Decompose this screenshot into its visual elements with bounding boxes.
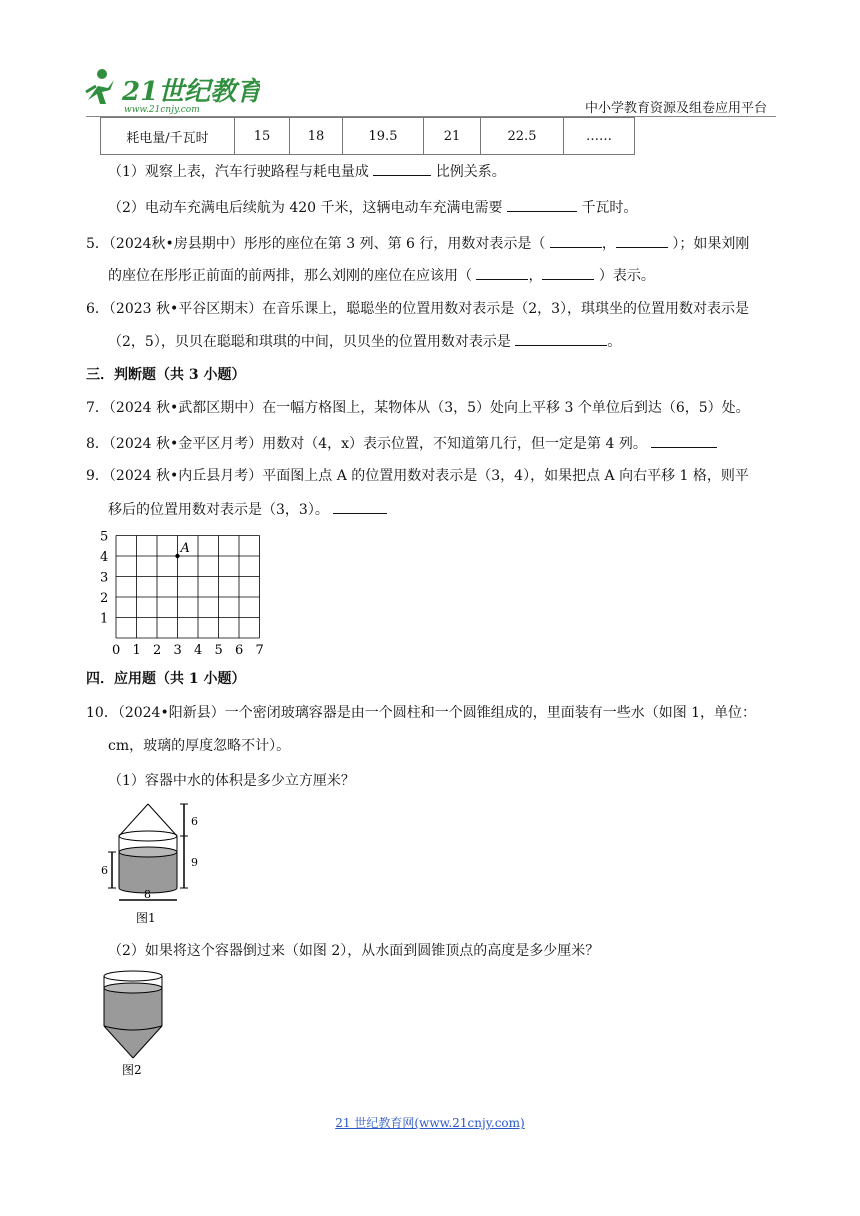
point-a bbox=[175, 554, 179, 558]
x-tick-label: 7 bbox=[255, 643, 264, 658]
x-tick-label: 2 bbox=[153, 643, 162, 658]
q6-line1: 6．（2023 秋•平谷区期末）在音乐课上，聪聪坐的位置用数对表示是（2，3），琪琪坐的位置用数对表示是 bbox=[86, 301, 750, 317]
q9-line1: 9．（2024 秋•内丘县月考）平面图上点 A 的位置用数对表示是（3，4），如果把点 A 向右平移 1 格，则平 bbox=[86, 468, 749, 484]
figure-1 bbox=[98, 800, 218, 930]
answer-blank[interactable] bbox=[507, 197, 577, 212]
q5-line2: 的座位在彤彤正前面的前两排，那么刘刚的座位在应该用（ ， ）表示。 bbox=[108, 265, 655, 286]
x-tick-label: 5 bbox=[214, 643, 223, 658]
q4-part1: （1）观察上表，汽车行驶路程与耗电量成 比例关系。 bbox=[108, 161, 506, 182]
answer-blank[interactable] bbox=[515, 331, 607, 346]
figure-2 bbox=[98, 966, 198, 1086]
footer-link[interactable]: 21 世纪教育网(www.21cnjy.com) bbox=[335, 1116, 525, 1130]
table-cell: …… bbox=[564, 118, 635, 155]
table-cell: 19.5 bbox=[343, 118, 424, 155]
section-3-title: 三．判断题（共 3 小题） bbox=[86, 367, 246, 383]
table-cell: 耗电量/千瓦时 bbox=[101, 118, 235, 155]
table-row bbox=[101, 118, 635, 155]
y-tick-label: 1 bbox=[100, 611, 109, 627]
coordinate-grid bbox=[98, 530, 268, 660]
q7: 7．（2024 秋•武都区期中）在一幅方格图上，某物体从（3，5）处向上平移 3 个单位后到达（6，5）处。 bbox=[86, 400, 750, 416]
cylinder-height-label: 9 bbox=[191, 856, 198, 869]
x-tick-label: 1 bbox=[132, 643, 141, 658]
answer-blank[interactable] bbox=[550, 233, 602, 248]
figure-1-caption: 图1 bbox=[136, 911, 156, 925]
q10-line1: 10．（2024•阳新县）一个密闭玻璃容器是由一个圆柱和一个圆锥组成的，里面装有一些水（如图 1，单位： bbox=[86, 705, 757, 721]
answer-blank[interactable] bbox=[542, 265, 594, 280]
q5-line1: 5．（2024秋•房县期中）彤彤的座位在第 3 列、第 6 行，用数对表示是（ ， ）；如果刘刚 bbox=[86, 233, 749, 254]
q8: 8．（2024 秋•金平区月考）用数对（4，x）表示位置，不知道第几行，但一定是第 4 列。 bbox=[86, 433, 717, 454]
table-cell: 18 bbox=[290, 118, 343, 155]
y-tick-label: 5 bbox=[100, 530, 109, 545]
power-table bbox=[100, 117, 635, 155]
q10-part2: （2）如果将这个容器倒过来（如图 2），从水面到圆锥顶点的高度是多少厘米？ bbox=[108, 943, 600, 959]
answer-blank[interactable] bbox=[616, 233, 668, 248]
figure-2-caption: 图2 bbox=[122, 1063, 142, 1077]
water-height-label: 6 bbox=[101, 864, 108, 877]
table-cell: 21 bbox=[424, 118, 481, 155]
x-tick-label: 3 bbox=[173, 643, 182, 658]
answer-blank[interactable] bbox=[333, 499, 387, 514]
y-tick-label: 4 bbox=[100, 550, 109, 565]
y-tick-label: 3 bbox=[100, 570, 109, 586]
q4-part2: （2）电动车充满电后续航为 420 千米，这辆电动车充满电需要 千瓦时。 bbox=[108, 197, 637, 218]
point-a-label: A bbox=[180, 541, 190, 556]
answer-blank[interactable] bbox=[476, 265, 528, 280]
logo-url: www.21cnjy.com bbox=[124, 105, 200, 115]
logo bbox=[80, 66, 260, 116]
q10-part1: （1）容器中水的体积是多少立方厘米？ bbox=[108, 773, 355, 789]
answer-blank[interactable] bbox=[373, 161, 431, 176]
section-4-title: 四．应用题（共 1 小题） bbox=[86, 671, 246, 687]
x-tick-label: 6 bbox=[235, 643, 244, 658]
q10-line2: cm，玻璃的厚度忽略不计）。 bbox=[108, 738, 291, 754]
table-cell: 22.5 bbox=[481, 118, 564, 155]
runner-icon bbox=[80, 66, 260, 116]
diameter-label: 8 bbox=[144, 888, 151, 901]
table-cell: 15 bbox=[235, 118, 290, 155]
answer-blank[interactable] bbox=[651, 433, 717, 448]
q9-line2: 移后的位置用数对表示是（3，3）。 bbox=[108, 499, 387, 520]
q6-line2: （2，5），贝贝在聪聪和琪琪的中间，贝贝坐的位置用数对表示是 。 bbox=[108, 331, 621, 352]
logo-text: 21世纪教育 bbox=[122, 77, 260, 107]
cone-height-label: 6 bbox=[191, 815, 198, 828]
x-tick-label: 4 bbox=[194, 643, 203, 658]
y-tick-label: 2 bbox=[100, 591, 109, 606]
x-tick-label: 0 bbox=[112, 643, 121, 658]
platform-title: 中小学教育资源及组卷应用平台 bbox=[585, 101, 768, 116]
